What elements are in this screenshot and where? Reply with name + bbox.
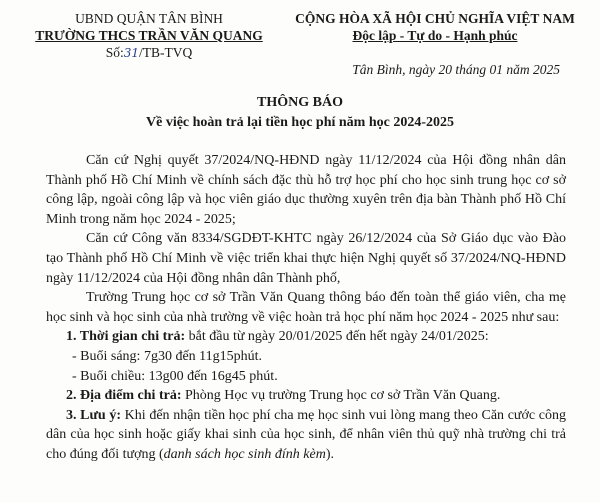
school-name: TRƯỜNG THCS TRẦN VĂN QUANG bbox=[35, 28, 263, 43]
morning-hours: - Buổi sáng: 7g30 đến 11g15phút. bbox=[72, 348, 263, 364]
district-name: UBND QUẬN TÂN BÌNH bbox=[75, 11, 223, 26]
handwritten-number: 31 bbox=[123, 46, 140, 60]
item-payment-location: 2. Địa điểm chi trả: Phòng Học vụ trường Trung học cơ sở Trần Văn Quang. bbox=[66, 388, 501, 404]
national-motto: Độc lập - Tự do - Hạnh phúc bbox=[352, 28, 518, 43]
paragraph-legal-basis-2: Căn cứ Công văn 8334/SGDĐT-KHTC ngày 26/12/2024 của Sở Giáo dục vào Đào tạo Thành phố Hồ Chí Minh về việc triển khai thực hiện Nghị quyết số 37/2024/NQ-HĐND ngày 11/12/2024 của Hội đồng nhân dân Thành phố, bbox=[46, 231, 566, 286]
afternoon-hours: - Buổi chiều: 13g00 đến 16g45 phút. bbox=[72, 368, 278, 384]
paragraph-legal-basis-1: Căn cứ Nghị quyết 37/2024/NQ-HĐND ngày 11/12/2024 của Hội đồng nhân dân Thành phố Hồ Chí Minh về chính sách đặc thù hỗ trợ học phí cho học sinh trung học cơ sở công lập, ngoài công lập và học viên giáo dục thường xuyên trên địa bàn Thành phố Hồ Chí Minh trong năm học 2024 - 2025; bbox=[46, 153, 566, 227]
issuer-header bbox=[14, 10, 284, 62]
document-date: Tân Bình, ngày 20 tháng 01 năm 2025 bbox=[352, 62, 560, 77]
paragraph-announcement: Trường Trung học cơ sở Trần Văn Quang thông báo đến toàn thể giáo viên, cha mẹ học sinh và học sinh của nhà trường về việc hoàn trả học phí năm học 2024 - 2025 như sau: bbox=[46, 290, 566, 325]
item-payment-time: 1. Thời gian chi trả: bắt đầu từ ngày 20/01/2025 đến hết ngày 24/01/2025: bbox=[66, 329, 489, 345]
document-subtitle: Về việc hoàn trả lại tiền học phí năm học 2024-2025 bbox=[146, 115, 454, 130]
document-body bbox=[46, 151, 566, 465]
document-number: Số:31/TB-TVQ bbox=[105, 45, 193, 60]
item-note: 3. Lưu ý: Khi đến nhận tiền học phí cha mẹ học sinh vui lòng mang theo Căn cước công dân của học sinh hoặc giấy khai sinh của học sinh, để nhân viên thủ quỹ nhà trường chi trả cho đúng đối tượng (danh sách học sinh đính kèm). bbox=[46, 407, 567, 462]
national-header bbox=[270, 10, 600, 44]
document-title: THÔNG BÁO bbox=[257, 95, 343, 110]
national-title: CỘNG HÒA XÃ HỘI CHỦ NGHĨA VIỆT NAM bbox=[295, 11, 575, 26]
